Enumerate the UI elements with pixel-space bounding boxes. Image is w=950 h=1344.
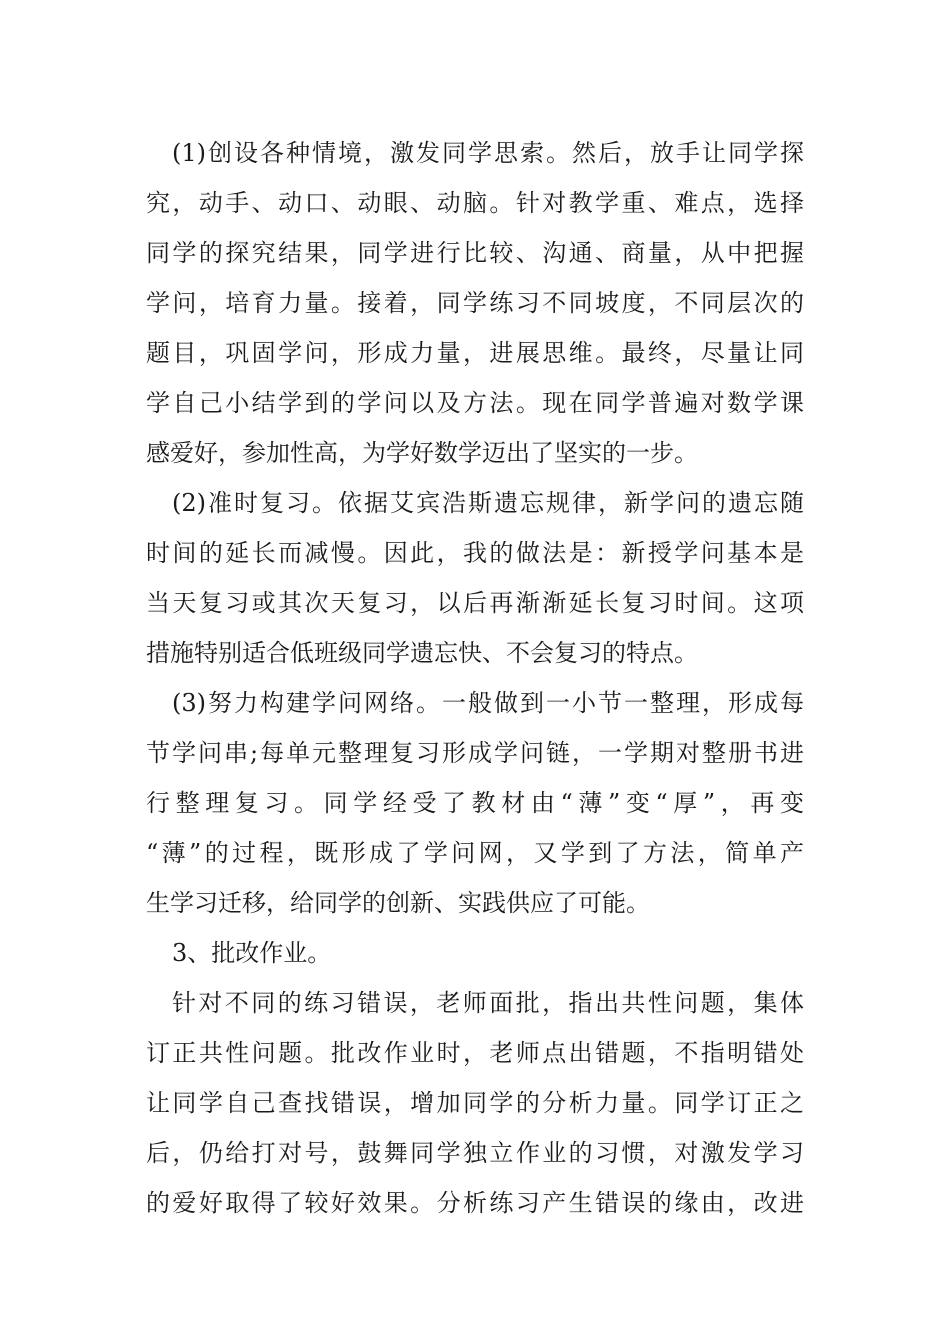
- paragraph-3-line-3: 行整理复习。同学经受了教材由“薄”变“厚”，再变: [146, 789, 804, 817]
- paragraph-4-line-5: 的爱好取得了较好效果。分析练习产生错误的缘由，改进: [146, 1189, 804, 1217]
- paragraph-3-line-2: 节学问串;每单元整理复习形成学问链，一学期对整册书进: [146, 739, 804, 767]
- paragraph-1-line-3: 同学的探究结果，同学进行比较、沟通、商量，从中把握: [146, 239, 804, 267]
- paragraph-1-line-1: (1)创设各种情境，激发同学思索。然后，放手让同学探: [172, 139, 804, 167]
- section-heading: 3、批改作业。: [172, 939, 332, 967]
- paragraph-2-line-3: 当天复习或其次天复习，以后再渐渐延长复习时间。这项: [146, 589, 804, 617]
- paragraph-1-line-5: 题目，巩固学问，形成力量，进展思维。最终，尽量让同: [146, 339, 804, 367]
- paragraph-1-line-4: 学问，培育力量。接着，同学练习不同坡度，不同层次的: [146, 289, 804, 317]
- paragraph-3-line-4: “薄”的过程，既形成了学问网，又学到了方法，简单产: [146, 839, 804, 867]
- paragraph-3-line-5: 生学习迁移，给同学的创新、实践供应了可能。: [146, 889, 650, 917]
- paragraph-4-line-3: 让同学自己查找错误，增加同学的分析力量。同学订正之: [146, 1089, 804, 1117]
- paragraph-1-line-7: 感爱好，参加性高，为学好数学迈出了坚实的一步。: [146, 439, 698, 467]
- paragraph-2-line-1: (2)准时复习。依据艾宾浩斯遗忘规律，新学问的遗忘随: [172, 489, 804, 517]
- paragraph-4-line-4: 后，仍给打对号，鼓舞同学独立作业的习惯，对激发学习: [146, 1139, 804, 1167]
- paragraph-1-line-2: 究，动手、动口、动眼、动脑。针对教学重、难点，选择: [146, 189, 804, 217]
- paragraph-4-line-2: 订正共性问题。批改作业时，老师点出错题，不指明错处: [146, 1039, 804, 1067]
- paragraph-2-line-4: 措施特别适合低班级同学遗忘快、不会复习的特点。: [146, 639, 698, 667]
- paragraph-4-line-1: 针对不同的练习错误，老师面批，指出共性问题，集体: [172, 989, 804, 1017]
- paragraph-3-line-1: (3)努力构建学问网络。一般做到一小节一整理，形成每: [172, 689, 804, 717]
- paragraph-1-line-6: 学自己小结学到的学问以及方法。现在同学普遍对数学课: [146, 389, 804, 417]
- paragraph-2-line-2: 时间的延长而减慢。因此，我的做法是：新授学问基本是: [146, 539, 804, 567]
